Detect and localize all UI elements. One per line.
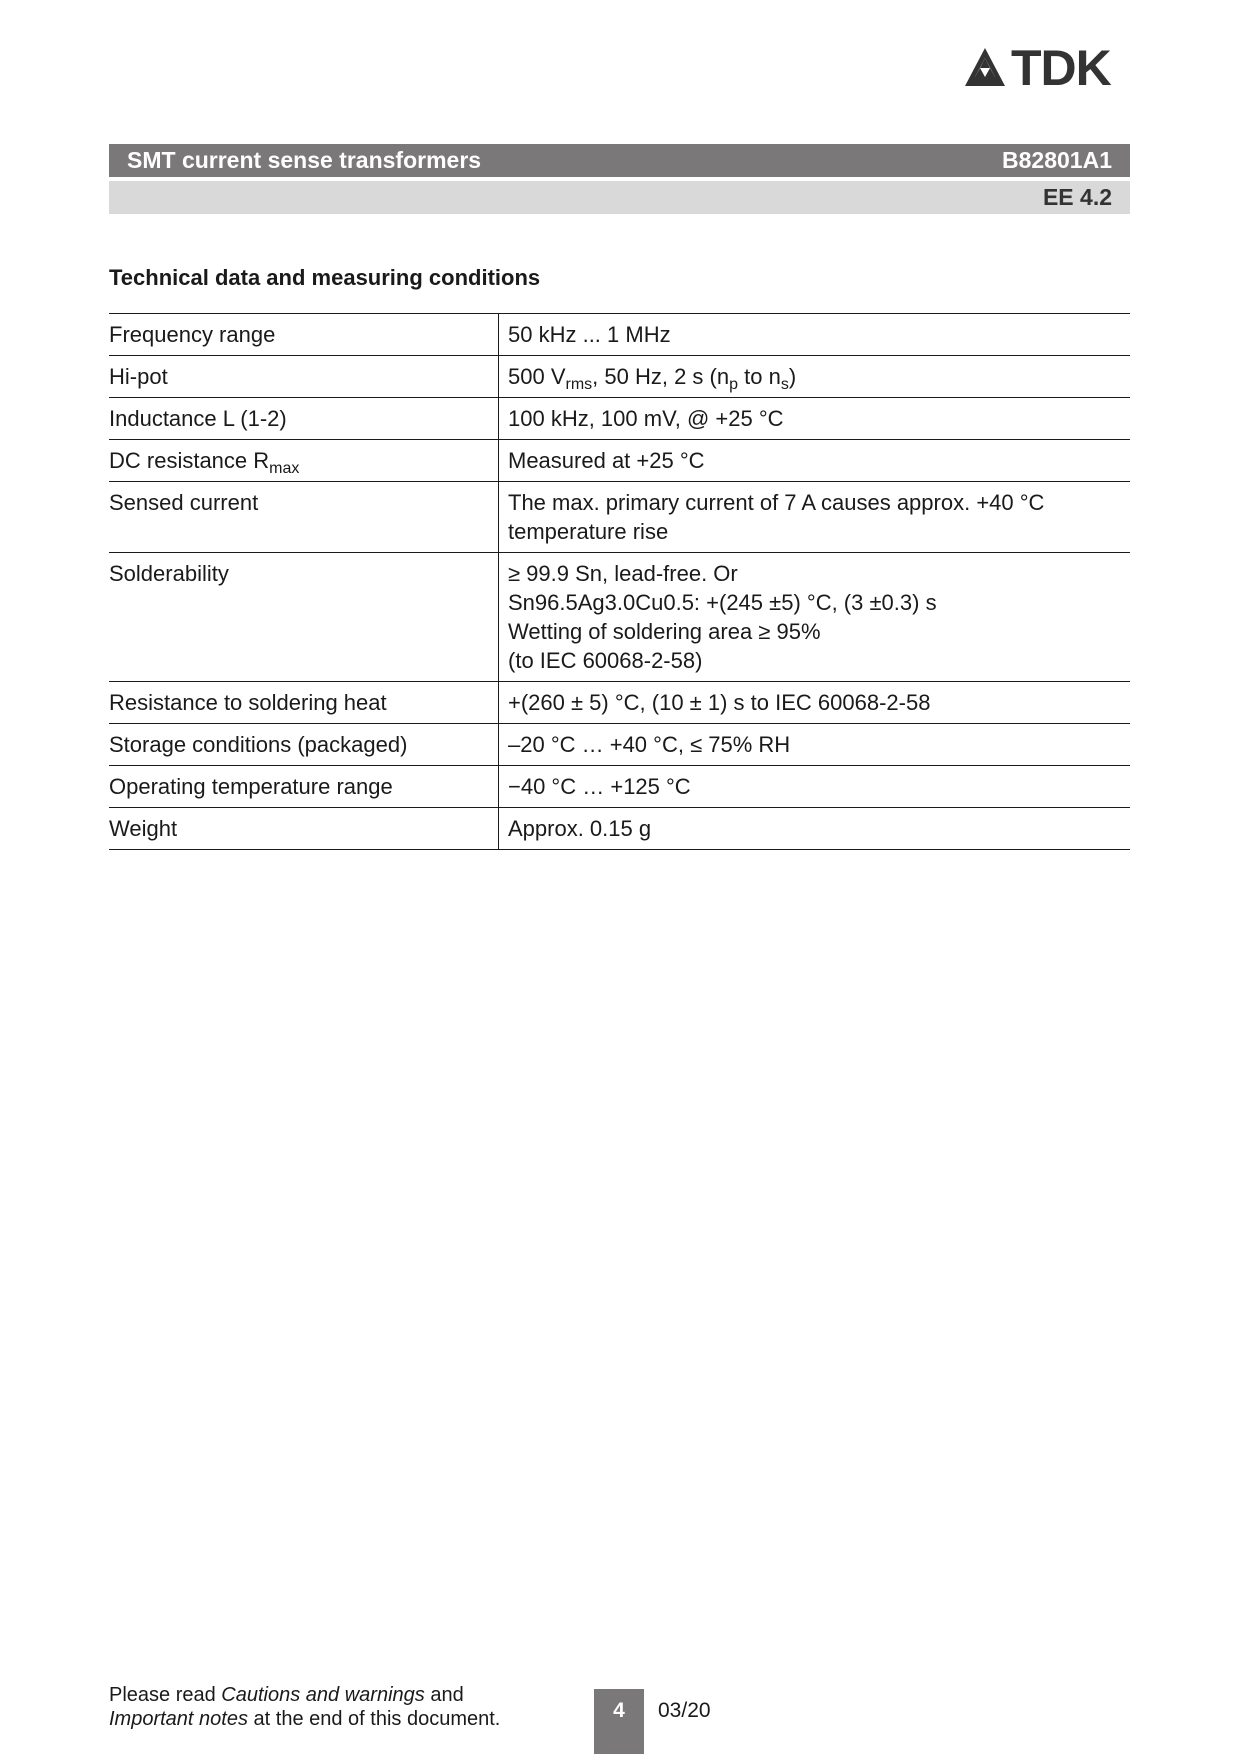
condition-cell: −40 °C … +125 °C — [499, 766, 1131, 808]
table-row — [109, 808, 1130, 850]
param-cell: Solderability — [109, 553, 499, 682]
param-cell: Resistance to soldering heat — [109, 682, 499, 724]
logo-text: TDK — [1011, 40, 1111, 96]
table-row — [109, 766, 1130, 808]
tdk-triangle-logo-icon — [963, 46, 1007, 90]
document-title: SMT current sense transformers — [127, 147, 482, 173]
footer-note: Please read Cautions and warnings and Important notes at the end of this document. — [109, 1684, 501, 1730]
condition-cell: 50 kHz ... 1 MHz — [499, 314, 1131, 356]
table-row — [109, 724, 1130, 766]
table-row — [109, 440, 1130, 482]
technical-data-table — [109, 313, 1130, 850]
param-cell: Storage conditions (packaged) — [109, 724, 499, 766]
param-cell: Frequency range — [109, 314, 499, 356]
table-row — [109, 356, 1130, 398]
param-cell: Inductance L (1-2) — [109, 398, 499, 440]
condition-cell: 500 $V_{rms}$, 50 Hz, 2 s ($n_p$ to $n_s$) — [499, 356, 1131, 398]
cautions-link-text: Cautions and warnings — [221, 1684, 425, 1706]
page-number: 4 — [594, 1689, 644, 1754]
table-row — [109, 553, 1130, 682]
condition-cell: Measured at +25 °C — [499, 440, 1131, 482]
condition-cell: –20 °C … +40 °C, ≤ 75% RH — [499, 724, 1131, 766]
condition-cell: The max. primary current of 7 A causes approx. +40 °C temperature rise — [499, 482, 1131, 553]
param-cell: Sensed current — [109, 482, 499, 553]
part-number: B82801A1 — [1002, 147, 1112, 173]
param-cell: Weight — [109, 808, 499, 850]
issue-date: 03/20 — [658, 1699, 711, 1722]
param-cell: DC resistance $R_{max}$ — [109, 440, 499, 482]
important-notes-text: Important notes — [109, 1708, 248, 1730]
param-cell: Operating temperature range — [109, 766, 499, 808]
tdk-logo — [963, 40, 1133, 96]
header-bar — [109, 144, 1130, 177]
condition-cell: Approx. 0.15 g — [499, 808, 1131, 850]
condition-cell: ≥ 99.9 Sn, lead-free. Or Sn96.5Ag3.0Cu0.5: +(245 ±5) °C, (3 ±0.3) s Wetting of soldering area ≥ 95% (to IEC 60068-2-58) — [499, 553, 1131, 682]
table-row — [109, 682, 1130, 724]
condition-cell: +(260 ± 5) °C, (10 ± 1) s to IEC 60068-2-58 — [499, 682, 1131, 724]
condition-cell: 100 kHz, 100 mV, @ +25 °C — [499, 398, 1131, 440]
core-size: EE 4.2 — [1042, 184, 1112, 210]
section-title: Technical data and measuring conditions — [109, 265, 541, 290]
table-row — [109, 314, 1130, 356]
table-row — [109, 482, 1130, 553]
table-row — [109, 398, 1130, 440]
param-cell: Hi-pot — [109, 356, 499, 398]
sub-header-bar — [109, 181, 1130, 214]
